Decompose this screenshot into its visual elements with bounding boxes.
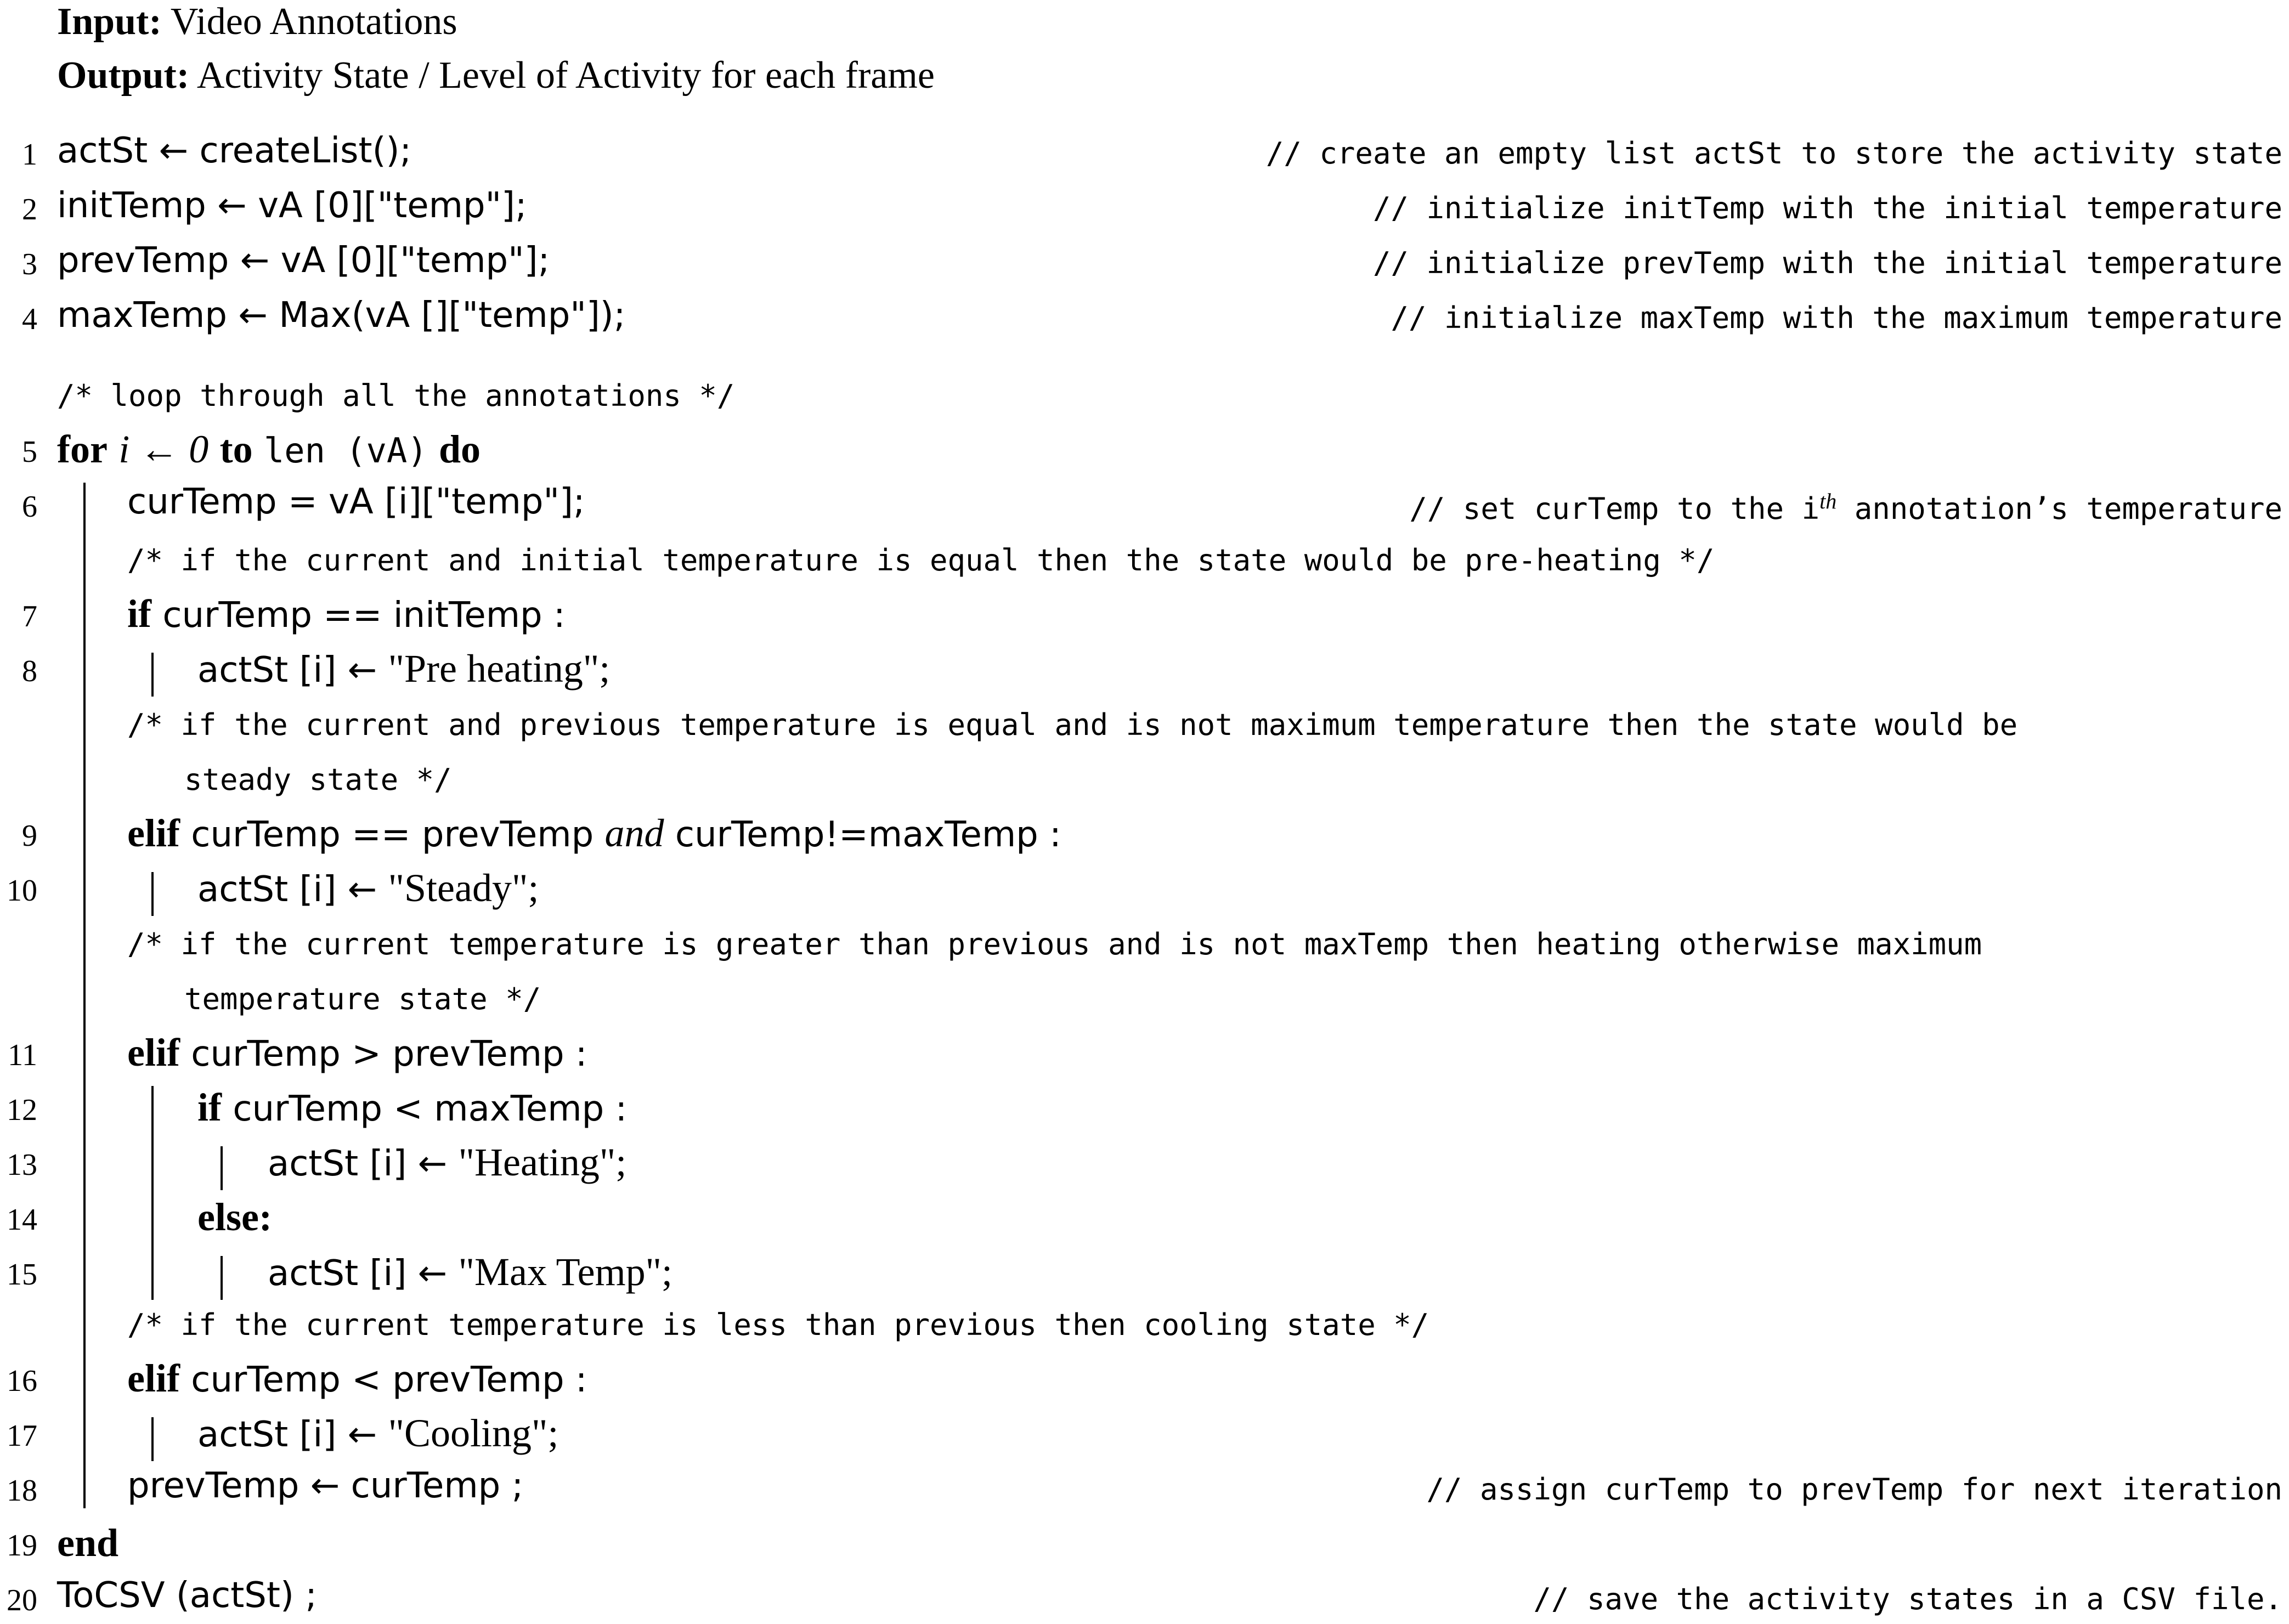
keyword-else: else:	[197, 1195, 272, 1239]
loop-range-start: i ← 0	[118, 427, 209, 471]
block-comment-continuation: steady state */	[184, 762, 452, 797]
code-text	[268, 1140, 626, 1185]
keyword-end: end	[57, 1521, 119, 1565]
condition: curTemp > prevTemp :	[191, 1034, 587, 1074]
keyword-if: if	[127, 592, 151, 636]
code-text	[197, 646, 610, 692]
for-block-bar	[83, 483, 86, 1508]
keyword-for: for	[57, 427, 108, 471]
comment-part: // set curTemp to the i	[1409, 491, 1820, 526]
input-value: Video Annotations	[170, 1, 457, 43]
code-text: prevTemp ← vA [0]["temp"];	[57, 240, 550, 281]
code-comment: // save the activity states in a CSV file.	[1533, 1582, 2282, 1616]
condition: curTemp < prevTemp :	[191, 1360, 587, 1400]
line-number: 20	[7, 1583, 37, 1617]
elif-steady-block-bar	[151, 872, 154, 916]
assignment: actSt [i] ←	[197, 1414, 388, 1455]
condition: curTemp < maxTemp :	[233, 1089, 628, 1129]
code-text: actSt ← createList();	[57, 131, 412, 171]
code-text	[57, 1520, 118, 1566]
code-comment: // initialize initTemp with the initial temperature	[1372, 191, 2282, 225]
code-comment: // assign curTemp to prevTemp for next iteration	[1426, 1472, 2282, 1507]
code-text	[268, 1249, 672, 1295]
line-number: 16	[7, 1364, 37, 1398]
line-number: 17	[7, 1419, 37, 1453]
block-comment: /* if the current and initial temperature is equal then the state would be pre-heating */	[127, 543, 1715, 578]
code-text: ToCSV (actSt) ;	[57, 1575, 317, 1616]
output-value: Activity State / Level of Activity for each frame	[196, 54, 935, 97]
keyword-do: do	[438, 427, 481, 471]
code-text	[127, 591, 566, 637]
assignment: actSt [i] ←	[268, 1144, 459, 1184]
string-literal: "Pre heating";	[388, 647, 611, 691]
line-number: 7	[22, 599, 37, 633]
keyword-elif: elif	[127, 1031, 180, 1074]
line-number: 12	[7, 1093, 37, 1127]
line-number: 15	[7, 1258, 37, 1292]
code-text	[127, 1356, 587, 1401]
block-comment-continuation: temperature state */	[184, 982, 541, 1016]
if-heating-block-bar	[221, 1146, 223, 1190]
code-text	[57, 427, 481, 472]
line-number: 19	[7, 1529, 37, 1563]
string-literal: "Max Temp";	[458, 1250, 672, 1294]
code-text	[197, 1411, 558, 1456]
else-block-bar	[221, 1256, 223, 1300]
loop-range-end: len (vA)	[263, 431, 428, 471]
input-line	[57, 0, 457, 44]
input-label: Input:	[57, 1, 162, 43]
line-number: 13	[7, 1148, 37, 1182]
code-text: curTemp = vA [i]["temp"];	[127, 482, 585, 522]
elif-heating-block-bar	[151, 1086, 154, 1300]
block-comment: /* loop through all the annotations */	[57, 378, 735, 413]
code-text: prevTemp ← curTemp ;	[127, 1465, 524, 1506]
block-comment: /* if the current temperature is less than previous then cooling state */	[127, 1308, 1429, 1342]
assignment: actSt [i] ←	[197, 650, 388, 691]
line-number: 6	[22, 490, 37, 524]
code-comment	[1409, 488, 2282, 526]
line-number: 3	[22, 247, 37, 281]
line-number: 11	[8, 1038, 37, 1072]
line-number: 4	[22, 302, 37, 336]
code-comment: // create an empty list actSt to store the activity state	[1265, 136, 2282, 171]
keyword-to: to	[219, 427, 253, 471]
code-text	[197, 1195, 272, 1240]
code-comment: // initialize maxTemp with the maximum temperature	[1391, 301, 2282, 335]
output-line	[57, 54, 935, 98]
keyword-and: and	[604, 811, 664, 855]
elif-cooling-block-bar	[151, 1417, 154, 1461]
line-number: 1	[22, 138, 37, 172]
code-text	[127, 811, 1061, 856]
code-text	[197, 865, 539, 911]
assignment: actSt [i] ←	[268, 1253, 459, 1294]
line-number: 9	[22, 819, 37, 853]
code-comment: // initialize prevTemp with the initial temperature	[1372, 246, 2282, 280]
assignment: actSt [i] ←	[197, 869, 388, 910]
condition: curTemp!=maxTemp :	[664, 814, 1061, 855]
condition: curTemp == initTemp :	[162, 595, 566, 636]
condition: curTemp == prevTemp	[191, 814, 605, 855]
string-literal: "Steady";	[388, 866, 539, 910]
keyword-elif: elif	[127, 811, 180, 855]
string-literal: "Cooling";	[388, 1411, 559, 1455]
line-number: 2	[22, 193, 37, 227]
block-comment: /* if the current and previous temperature is equal and is not maximum temperature then the state would be	[127, 708, 2018, 742]
string-literal: "Heating";	[458, 1140, 627, 1184]
code-text: maxTemp ← Max(vA []["temp"]);	[57, 295, 626, 336]
comment-part: annotation’s temperature	[1836, 491, 2282, 526]
keyword-elif: elif	[127, 1356, 180, 1400]
code-text	[127, 1030, 587, 1076]
output-label: Output:	[57, 54, 190, 97]
line-number: 8	[22, 654, 37, 688]
comment-superscript: th	[1819, 489, 1837, 513]
block-comment: /* if the current temperature is greater than previous and is not maxTemp then heating otherwise maximum	[127, 927, 1982, 961]
keyword-if: if	[197, 1085, 222, 1129]
line-number: 18	[7, 1474, 37, 1508]
line-number: 10	[7, 874, 37, 908]
line-number: 5	[22, 435, 37, 469]
code-text: initTemp ← vA [0]["temp"];	[57, 185, 527, 226]
line-number: 14	[7, 1203, 37, 1237]
if-block-bar	[151, 653, 154, 697]
code-text	[197, 1085, 627, 1130]
